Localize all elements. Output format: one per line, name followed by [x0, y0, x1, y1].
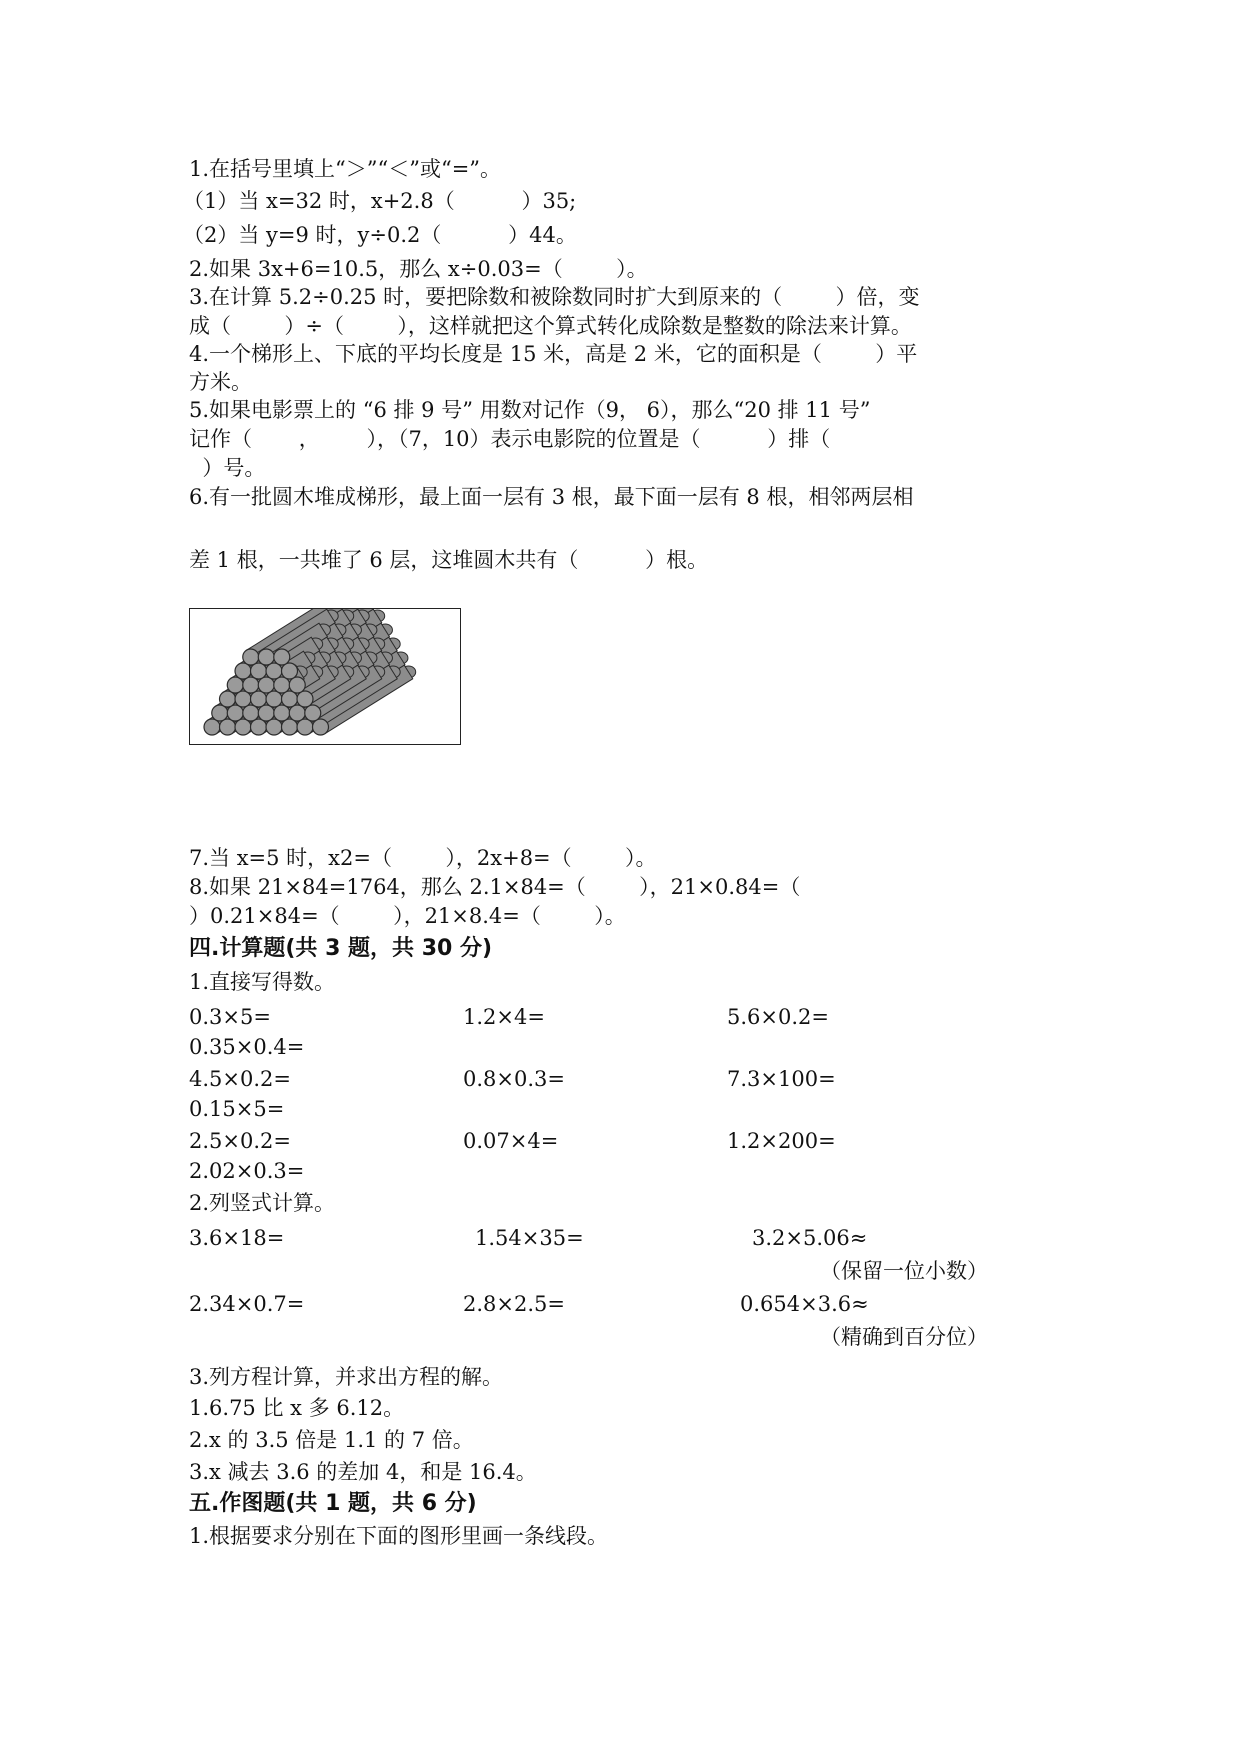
- question-6-line-2: 差 1 根，一共堆了 6 层，这堆圆木共有（ ）根。: [189, 548, 709, 572]
- question-4-line-1: 4.一个梯形上、下底的平均长度是 15 米，高是 2 米，它的面积是（ ）平: [189, 342, 918, 366]
- question-1-stem: 1.在括号里填上“＞”“＜”或“=”。: [189, 157, 502, 181]
- log-end: [282, 663, 298, 679]
- log-end: [220, 691, 236, 707]
- log-end: [243, 649, 259, 665]
- log-end: [289, 677, 305, 693]
- question-3-line-2: 成（ ）÷（ ），这样就把这个算式转化成除数是整数的除法来计算。: [189, 314, 912, 338]
- log-end: [220, 719, 236, 735]
- question-1-part-1: （1）当 x=32 时，x+2.8（ ）35;: [183, 189, 577, 213]
- section-4-title: 四.计算题(共 3 题，共 30 分): [189, 936, 493, 961]
- oral-item: 7.3×100=: [727, 1067, 836, 1091]
- log-end: [243, 705, 259, 721]
- oral-item: 0.15×5=: [189, 1097, 285, 1121]
- vertical-item: 3.2×5.06≈: [752, 1226, 868, 1250]
- log-end: [274, 649, 290, 665]
- question-8-line-2: ）0.21×84=（ ），21×8.4=（ ）。: [189, 904, 626, 928]
- oral-item: 5.6×0.2=: [727, 1005, 829, 1029]
- section-4-q2: 2.列竖式计算。: [189, 1191, 336, 1215]
- section-5-title: 五.作图题(共 1 题，共 6 分): [189, 1491, 477, 1516]
- log-end: [251, 691, 267, 707]
- equation-item: 3.x 减去 3.6 的差加 4，和是 16.4。: [189, 1460, 537, 1484]
- oral-item: 2.02×0.3=: [189, 1159, 305, 1183]
- question-4-line-2: 方米。: [189, 370, 252, 394]
- log-pile-drawing: [190, 609, 460, 744]
- log-end: [227, 677, 243, 693]
- log-end: [282, 719, 298, 735]
- oral-item: 0.07×4=: [463, 1129, 559, 1153]
- vertical-note: （精确到百分位）: [820, 1325, 988, 1349]
- oral-item: 1.2×200=: [727, 1129, 836, 1153]
- log-end: [251, 719, 267, 735]
- log-end: [227, 705, 243, 721]
- vertical-note: （保留一位小数）: [820, 1259, 988, 1283]
- question-2: 2.如果 3x+6=10.5，那么 x÷0.03=（ ）。: [189, 257, 648, 281]
- log-end: [204, 719, 220, 735]
- question-7: 7.当 x=5 时，x2=（ ），2x+8=（ ）。: [189, 846, 657, 870]
- log-end: [297, 719, 313, 735]
- oral-item: 2.5×0.2=: [189, 1129, 291, 1153]
- section-5-q1: 1.根据要求分别在下面的图形里画一条线段。: [189, 1524, 609, 1548]
- oral-item: 0.8×0.3=: [463, 1067, 565, 1091]
- log-end: [266, 691, 282, 707]
- log-end: [212, 705, 228, 721]
- log-end: [235, 719, 251, 735]
- vertical-item: 0.654×3.6≈: [740, 1292, 869, 1316]
- vertical-item: 1.54×35=: [475, 1226, 584, 1250]
- equation-item: 2.x 的 3.5 倍是 1.1 的 7 倍。: [189, 1428, 474, 1452]
- question-3-line-1: 3.在计算 5.2÷0.25 时，要把除数和被除数同时扩大到原来的（ ）倍，变: [189, 285, 920, 309]
- oral-item: 0.35×0.4=: [189, 1035, 305, 1059]
- question-6-line-1: 6.有一批圆木堆成梯形，最上面一层有 3 根，最下面一层有 8 根，相邻两层相: [189, 485, 914, 509]
- log-end: [266, 719, 282, 735]
- question-5-line-3: ）号。: [189, 456, 266, 480]
- log-end: [282, 691, 298, 707]
- log-end: [274, 677, 290, 693]
- log-end: [258, 705, 274, 721]
- log-end: [305, 705, 321, 721]
- log-end: [274, 705, 290, 721]
- question-1-part-2: （2）当 y=9 时，y÷0.2（ ）44。: [183, 223, 577, 247]
- log-end: [235, 663, 251, 679]
- log-end: [258, 649, 274, 665]
- log-end: [313, 719, 329, 735]
- vertical-item: 3.6×18=: [189, 1226, 285, 1250]
- equation-item: 1.6.75 比 x 多 6.12。: [189, 1396, 405, 1420]
- log-end: [297, 691, 313, 707]
- vertical-item: 2.34×0.7=: [189, 1292, 305, 1316]
- log-end: [235, 691, 251, 707]
- oral-item: 4.5×0.2=: [189, 1067, 291, 1091]
- section-4-q1: 1.直接写得数。: [189, 970, 336, 994]
- log-end: [266, 663, 282, 679]
- oral-item: 0.3×5=: [189, 1005, 271, 1029]
- section-4-q3: 3.列方程计算，并求出方程的解。: [189, 1365, 504, 1389]
- oral-item: 1.2×4=: [463, 1005, 545, 1029]
- question-5-line-1: 5.如果电影票上的 “6 排 9 号” 用数对记作（9， 6），那么“20 排 11 号”: [189, 398, 871, 422]
- log-pile-image: [189, 608, 461, 745]
- log-end: [289, 705, 305, 721]
- log-end: [243, 677, 259, 693]
- question-8-line-1: 8.如果 21×84=1764，那么 2.1×84=（ ），21×0.84=（: [189, 875, 801, 899]
- log-end: [251, 663, 267, 679]
- log-end: [258, 677, 274, 693]
- question-5-line-2: 记作（ ， ），（7，10）表示电影院的位置是（ ）排（: [189, 427, 831, 451]
- vertical-item: 2.8×2.5=: [463, 1292, 565, 1316]
